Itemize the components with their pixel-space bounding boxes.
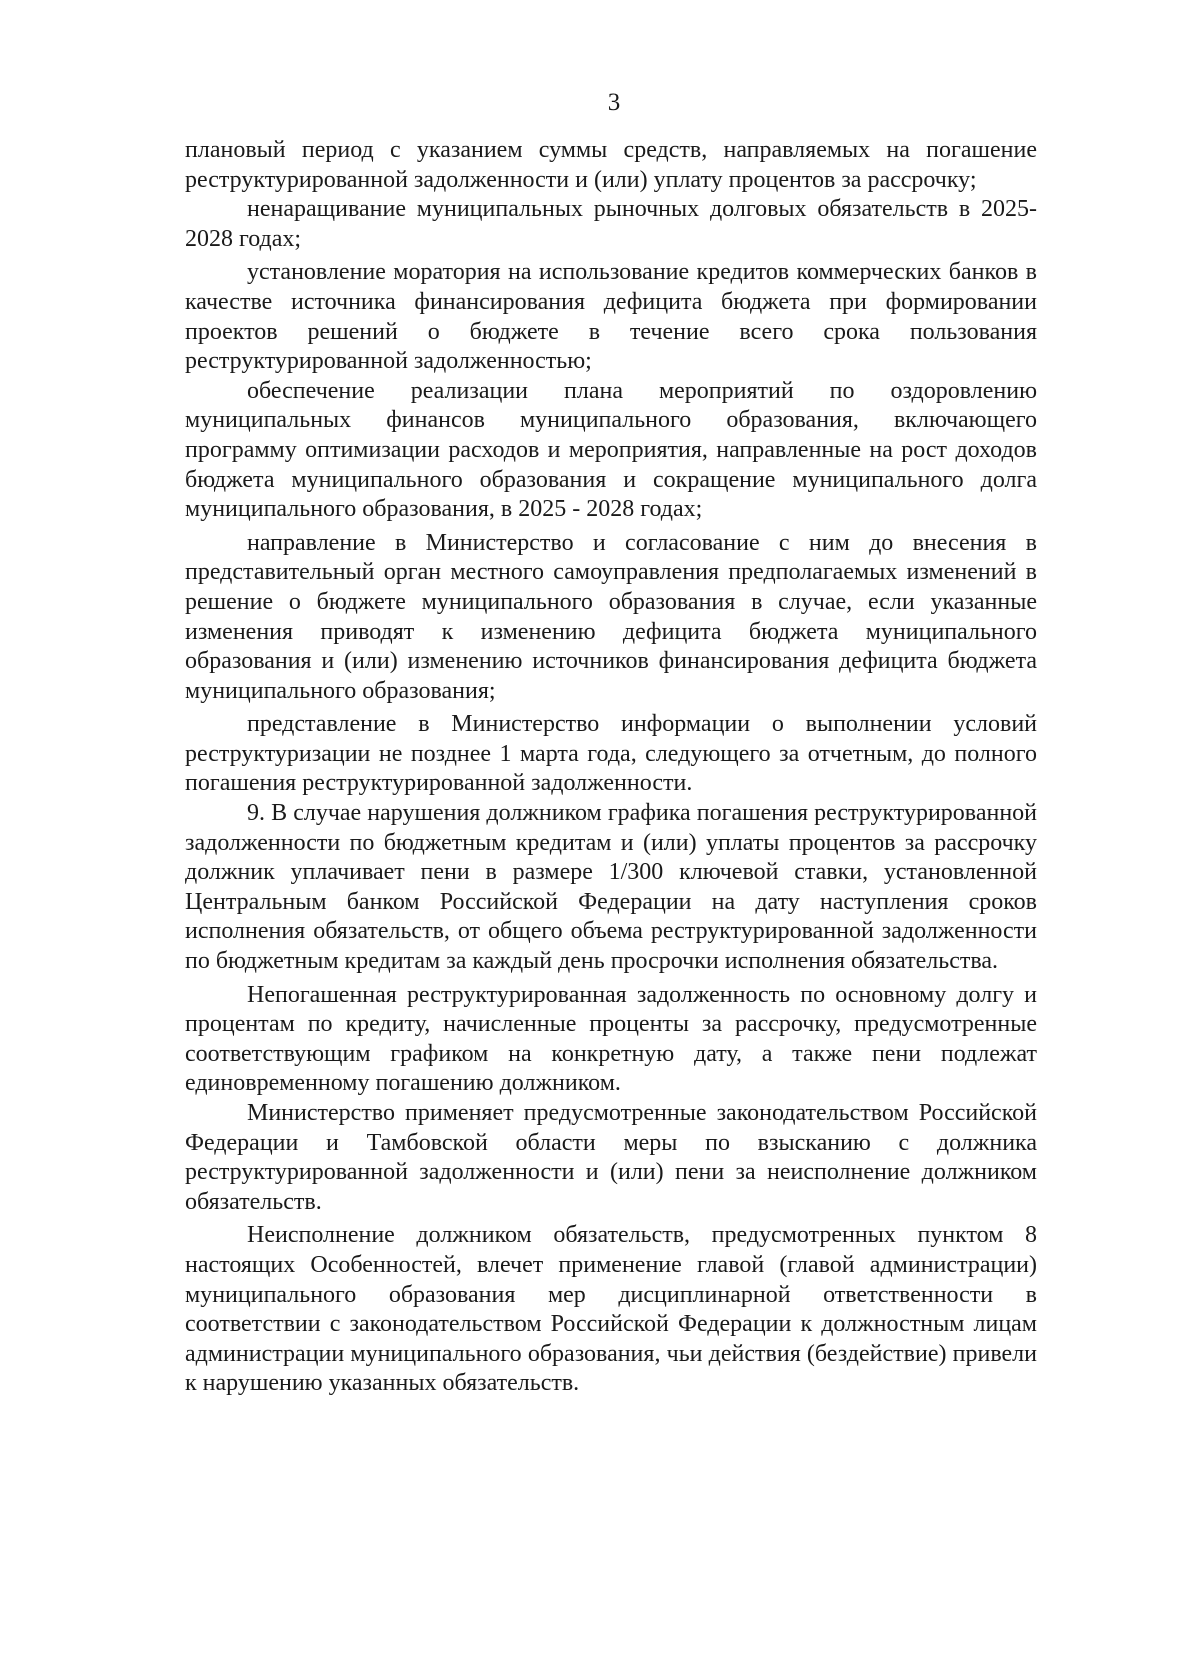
paragraph-continuation: плановый период с указанием суммы средств, направляемых на погашение реструктурированной задолженности и (или) уплату процентов за рассрочку; <box>185 137 1037 193</box>
paragraph-item-9-penalty: 9. В случае нарушения должником графика погашения реструктурированной задолженности по бюджетным кредитам и (или) уплаты процентов за рассрочку должник уплачивает пени в размере 1/300 ключевой ставки, установленной Центральным банком Российской Федерации на дату наступления сроков исполнения обязательств, от общего объема реструктурированной задолженности по бюджетным кредитам за каждый день просрочки исполнения обязательства. <box>185 800 1037 975</box>
document-body <box>185 136 1037 1399</box>
paragraph-recovery-plan: обеспечение реализации плана мероприятий по оздоровлению муниципальных финансов муниципального образования, включающего программу оптимизации расходов и мероприятия, направленные на рост доходов бюджета муниципального образования и сокращение муниципального долга муниципального образования, в 2025 - 2028 годах; <box>185 377 1037 523</box>
page-number: 3 <box>607 89 621 116</box>
paragraph-unpaid-debt: Непогашенная реструктурированная задолженность по основному долгу и процентам по кредиту, начисленные проценты за рассрочку, предусмотренные соответствующим графиком на конкретную дату, а также пени подлежат единовременному погашению должником. <box>185 981 1037 1097</box>
paragraph-disciplinary-liability: Неисполнение должником обязательств, предусмотренных пунктом 8 настоящих Особенностей, влечет применение главой (главой администрации) муниципального образования мер дисциплинарной ответственности в соответствии с законодательством Российской Федерации к должностным лицам администрации муниципального образования, чьи действия (бездействие) привели к нарушению указанных обязательств. <box>185 1222 1037 1397</box>
paragraph-ministry-measures: Министерство применяет предусмотренные законодательством Российской Федерации и Тамбовской области меры по взысканию с должника реструктурированной задолженности и (или) пени за неисполнение должником обязательств. <box>185 1100 1037 1215</box>
paragraph-moratorium: установление моратория на использование кредитов коммерческих банков в качестве источника финансирования дефицита бюджета при формировании проектов решений о бюджете в течение всего срока пользования реструктурированной задолженностью; <box>185 259 1037 375</box>
paragraph-no-market-debt: ненаращивание муниципальных рыночных долговых обязательств в 2025-2028 годах; <box>185 196 1037 252</box>
paragraph-reporting: представление в Министерство информации о выполнении условий реструктуризации не позднее 1 марта года, следующего за отчетным, до полного погашения реструктурированной задолженности. <box>185 711 1037 797</box>
paragraph-budget-changes: направление в Министерство и согласование с ним до внесения в представительный орган местного самоуправления предполагаемых изменений в решение о бюджете муниципального образования в случае, если указанные изменения приводят к изменению дефицита бюджета муниципального образования и (или) изменению источников финансирования дефицита бюджета муниципального образования; <box>185 529 1037 704</box>
